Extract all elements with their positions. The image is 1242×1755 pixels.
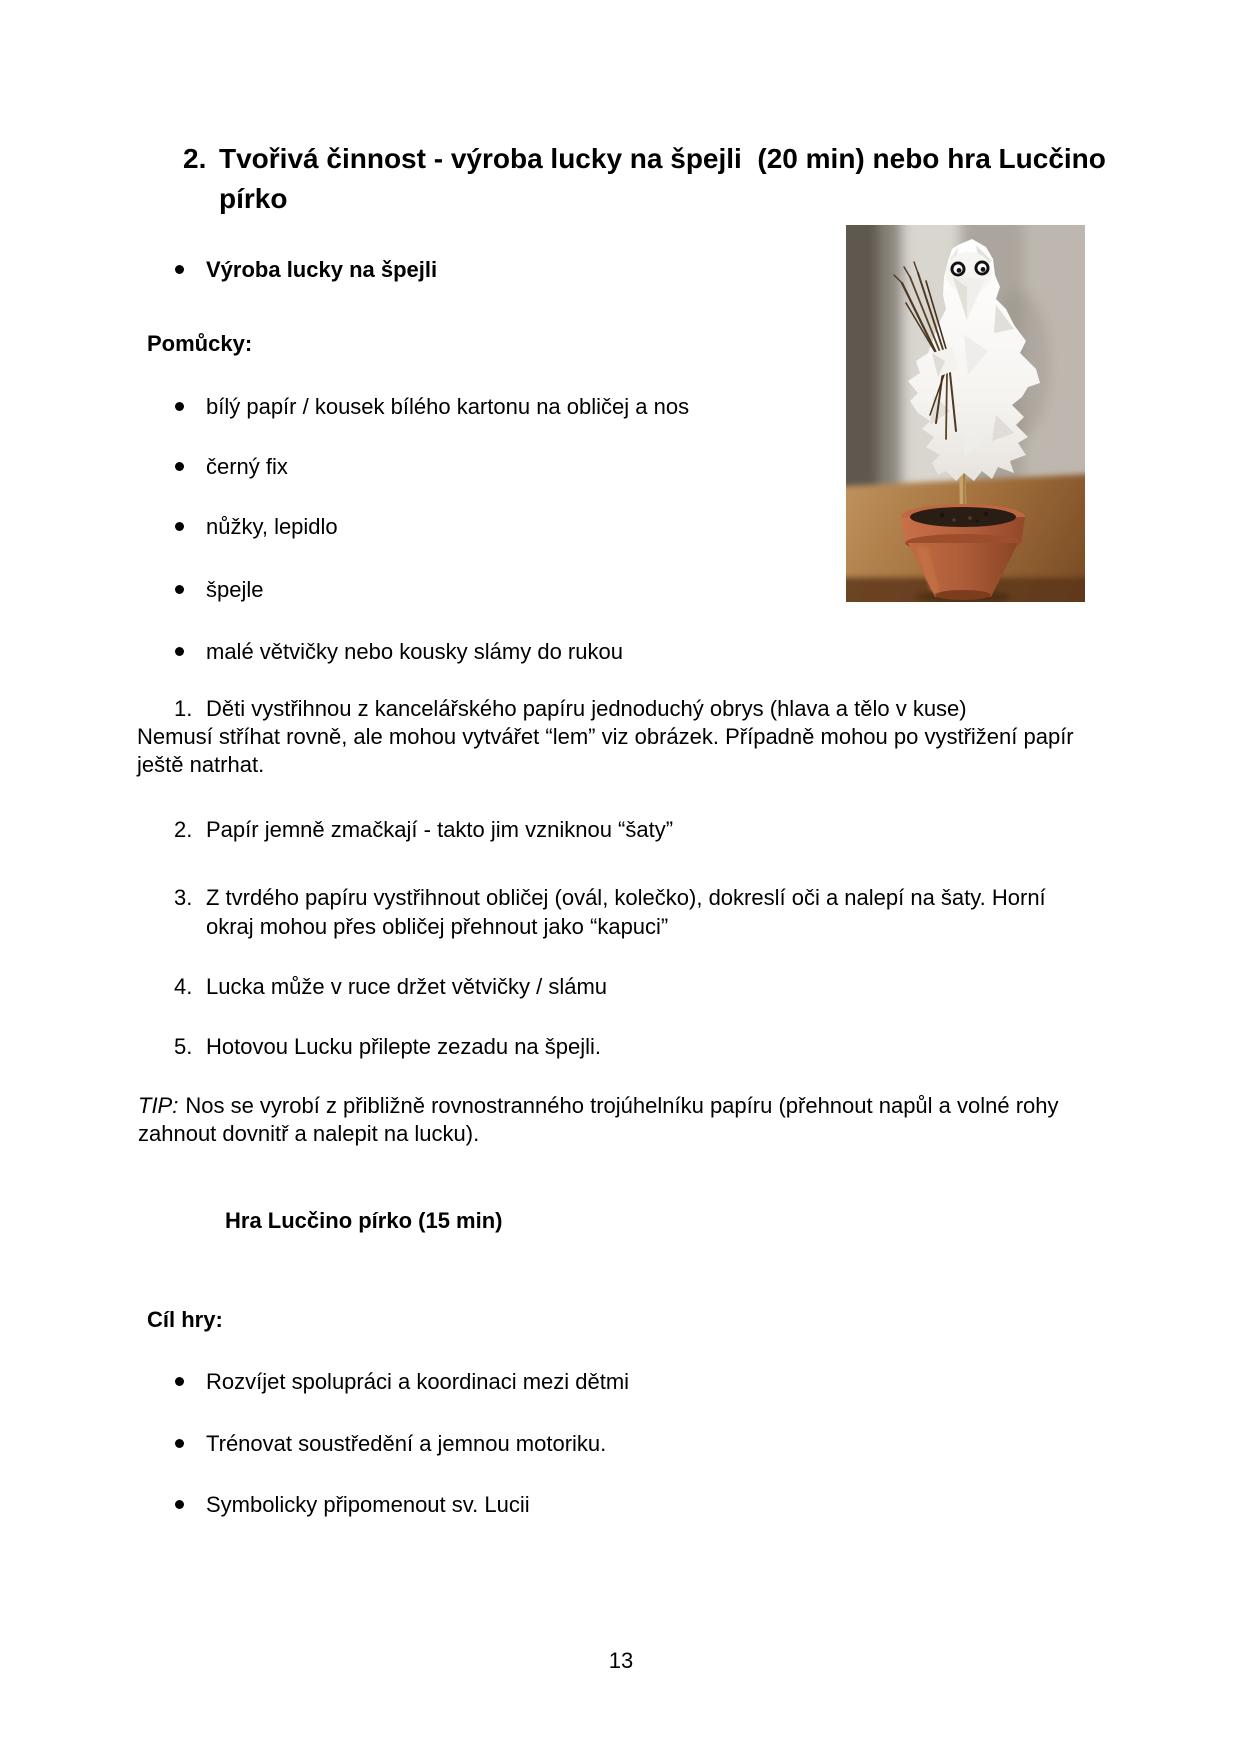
step-row [0,816,1242,844]
step-text: Papír jemně zmačkají - takto jim vzniknou “šaty” [206,817,674,842]
supply-item-text: bílý papír / kousek bílého kartonu na obličej a nos [206,394,690,419]
bullet-icon [175,1500,184,1509]
bullet-icon [175,585,184,594]
step-number: 3. [174,885,193,910]
bullet-icon [175,1377,184,1386]
page-number: 13 [608,1648,634,1673]
tip-label: TIP: [138,1093,179,1118]
tip-paragraph [138,1092,1096,1148]
bullet-icon [175,462,184,471]
section-heading-number: 2. [183,143,207,174]
supplies-label: Pomůcky: [147,331,253,356]
game-goal-label: Cíl hry: [147,1307,223,1332]
step-text: Děti vystřihnou z kancelářského papíru jednoduchý obrys (hlava a tělo v kuse) [206,696,967,721]
lucka-photo-illustration [846,225,1085,602]
supply-item-row [0,638,1242,666]
step-row [0,695,1242,723]
game-heading: Hra Lucčino pírko (15 min) [225,1208,503,1233]
goal-item-text: Symbolicky připomenout sv. Lucii [206,1492,530,1517]
section-heading [0,139,1242,219]
bullet-icon [175,522,184,531]
step-text: Hotovou Lucku přilepte zezadu na špejli. [206,1034,602,1059]
tip-text: Nos se vyrobí z přibližně rovnostranného trojúhelníku papíru (přehnout napůl a volné rohy zahnout dovnitř a nalepit na lucku). [138,1093,1059,1146]
step-number: 4. [174,974,193,999]
step-number: 2. [174,817,193,842]
bullet-icon [175,1439,184,1448]
lucka-photo [846,225,1085,602]
step-text: Z tvrdého papíru vystřihnout obličej (ovál, kolečko), dokreslí oči a nalepí na šaty. Horní okraj mohou přes obličej přehnout jako “kapuci” [206,885,1046,939]
goal-item-row [0,1430,1242,1458]
supply-item-text: černý fix [206,454,288,479]
section-heading-text: Tvořivá činnost - výroba lucky na špejli (20 min) nebo hra Lucčino pírko [219,143,1114,214]
step1-note: Nemusí stříhat rovně, ale mohou vytvářet “lem” viz obrázek. Případně mohou po vystřižení papír ještě natrhat. [137,724,1074,777]
step-row [0,1033,1242,1061]
subheading-bullet-text: Výroba lucky na špejli [206,257,438,282]
supply-item-text: malé větvičky nebo kousky slámy do rukou [206,639,623,664]
supply-item-text: nůžky, lepidlo [206,514,338,539]
goal-item-text: Trénovat soustředění a jemnou motoriku. [206,1431,607,1456]
bullet-icon [175,402,184,411]
step-number: 5. [174,1034,193,1059]
step-text: Lucka může v ruce držet větvičky / slámu [206,974,608,999]
goal-item-row [0,1368,1242,1396]
goal-item-text: Rozvíjet spolupráci a koordinaci mezi dětmi [206,1369,630,1394]
step-row [0,973,1242,1001]
goal-item-row [0,1491,1242,1519]
step-number: 1. [174,696,193,721]
step-row [0,883,1242,941]
bullet-icon [175,265,184,274]
bullet-icon [175,647,184,656]
supply-item-text: špejle [206,577,264,602]
